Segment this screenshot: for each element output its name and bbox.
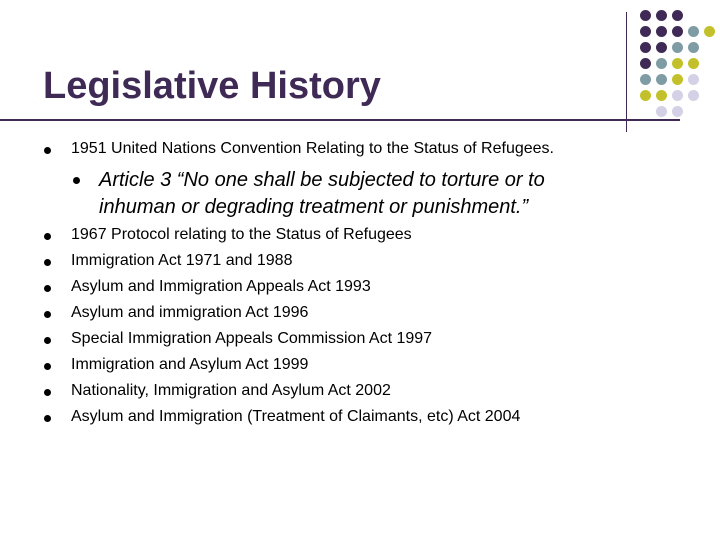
decor-dot <box>640 74 651 85</box>
bullet-text: Nationality, Immigration and Asylum Act 2002 <box>71 382 391 399</box>
bullet-marker <box>44 415 51 422</box>
decor-dot <box>640 10 651 21</box>
decor-dot <box>672 26 683 37</box>
decor-dot <box>656 90 667 101</box>
title-underline <box>0 119 680 121</box>
bullet-text: 1967 Protocol relating to the Status of Refugees <box>71 226 412 243</box>
decor-dot <box>656 106 667 117</box>
bullet-marker <box>44 147 51 154</box>
bullet-marker <box>44 259 51 266</box>
decor-dot <box>656 26 667 37</box>
decor-dot <box>672 58 683 69</box>
bullet-text: Asylum and Immigration (Treatment of Claimants, etc) Act 2004 <box>71 408 521 425</box>
decorative-dot-grid <box>640 10 720 120</box>
bullet-text: Immigration Act 1971 and 1988 <box>71 252 293 269</box>
bullet-marker <box>44 337 51 344</box>
decor-dot <box>672 10 683 21</box>
bullet-text: Asylum and Immigration Appeals Act 1993 <box>71 278 371 295</box>
bullet-marker <box>44 285 51 292</box>
decor-dot <box>672 106 683 117</box>
decor-dot <box>672 74 683 85</box>
decor-dot <box>688 58 699 69</box>
bullet-text: 1951 United Nations Convention Relating to the Status of Refugees. <box>71 140 554 157</box>
sub-bullet-text-line2: inhuman or degrading treatment or punishment.” <box>99 196 529 218</box>
bullet-text: Special Immigration Appeals Commission Act 1997 <box>71 330 433 347</box>
decor-dot <box>640 90 651 101</box>
decor-dot <box>640 58 651 69</box>
decor-dot <box>688 26 699 37</box>
slide-title: Legislative History <box>43 65 381 107</box>
sub-bullet-marker <box>73 177 80 184</box>
bullet-marker <box>44 233 51 240</box>
decor-dot <box>688 42 699 53</box>
bullet-text: Immigration and Asylum Act 1999 <box>71 356 309 373</box>
vertical-divider <box>626 12 627 132</box>
bullet-marker <box>44 389 51 396</box>
decor-dot <box>688 74 699 85</box>
bullet-marker <box>44 363 51 370</box>
bullet-text: Asylum and immigration Act 1996 <box>71 304 309 321</box>
sub-bullet-text-line1: Article 3 “No one shall be subjected to torture or to <box>99 169 545 191</box>
decor-dot <box>688 90 699 101</box>
decor-dot <box>656 42 667 53</box>
decor-dot <box>704 26 715 37</box>
decor-dot <box>656 10 667 21</box>
decor-dot <box>672 90 683 101</box>
decor-dot <box>656 58 667 69</box>
decor-dot <box>640 42 651 53</box>
decor-dot <box>656 74 667 85</box>
decor-dot <box>672 42 683 53</box>
decor-dot <box>640 26 651 37</box>
bullet-marker <box>44 311 51 318</box>
